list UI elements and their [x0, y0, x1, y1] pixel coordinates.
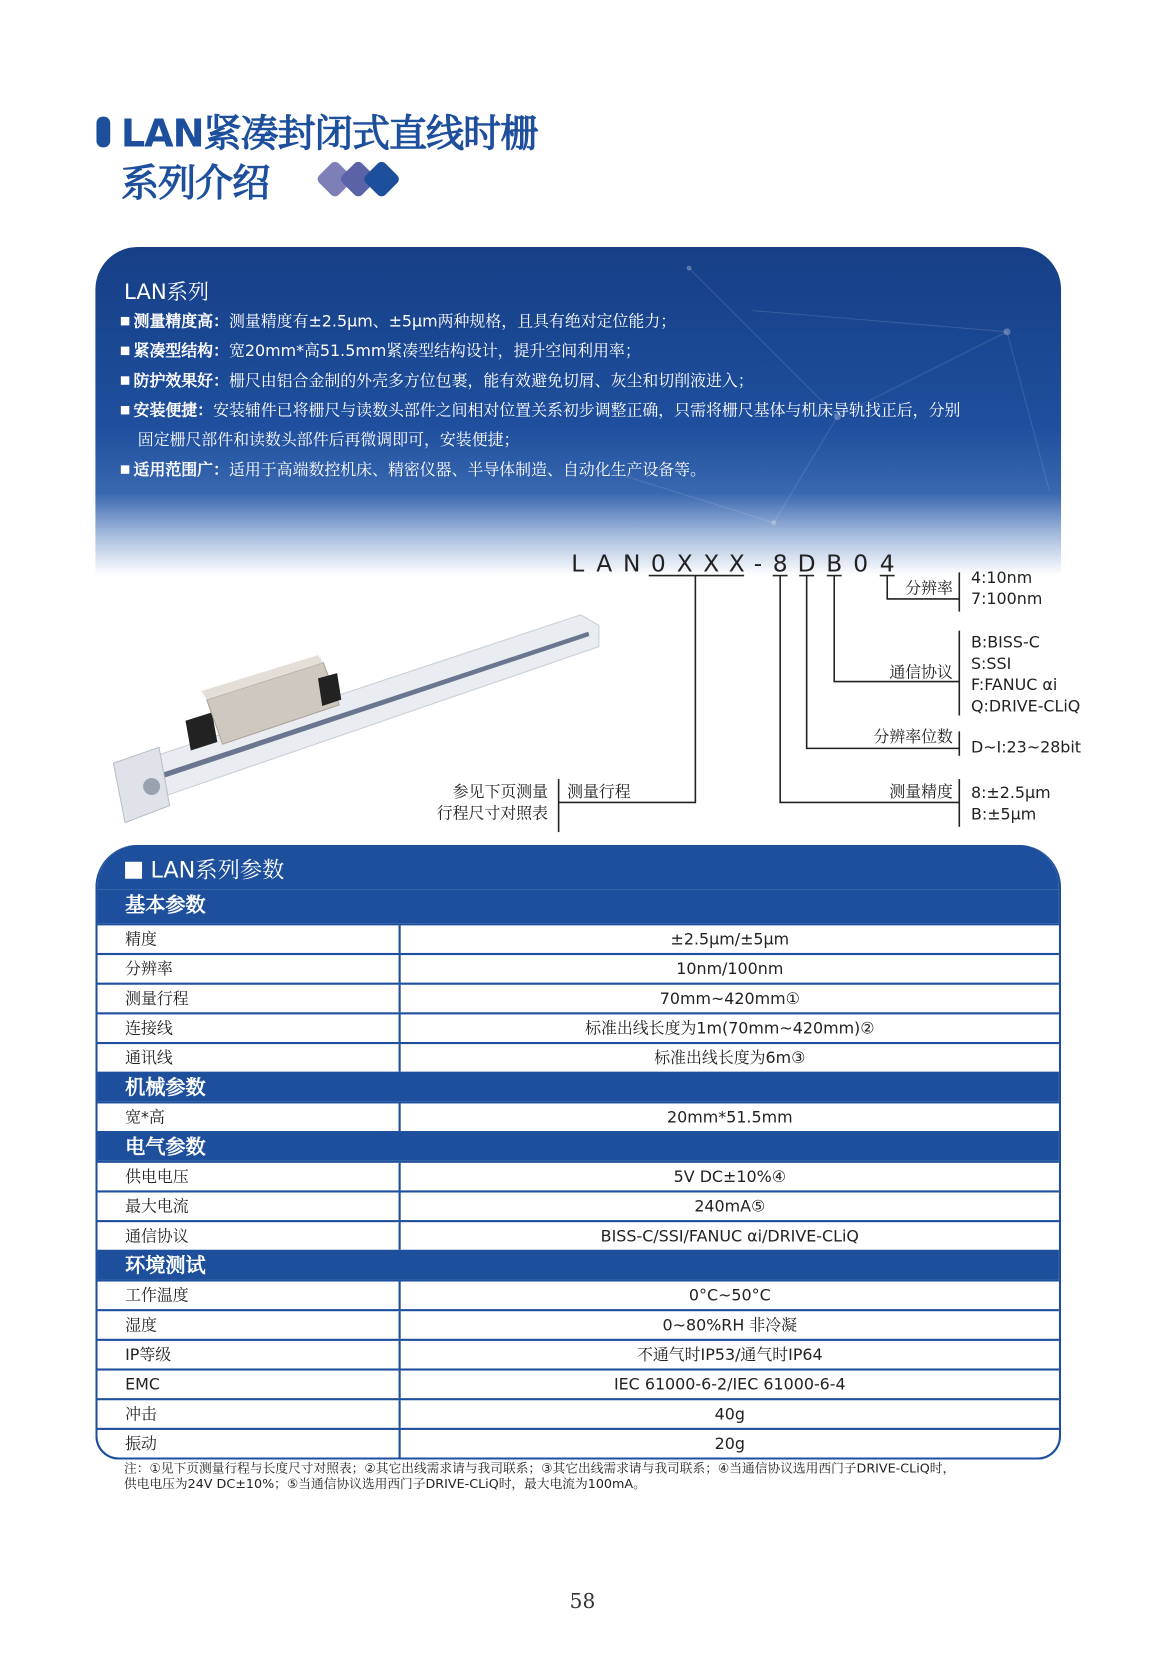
- code-char: A: [596, 550, 613, 578]
- section-header: 机械参数: [98, 1072, 1059, 1102]
- protocol-label: 通信协议: [889, 662, 953, 682]
- protocol-value: Q:DRIVE-CLiQ: [970, 696, 1081, 716]
- param-value: 40g: [714, 1404, 745, 1424]
- feature-label: 适用范围广：: [133, 460, 229, 480]
- table-row: [98, 953, 1059, 983]
- param-value: 10nm/100nm: [676, 959, 784, 979]
- param-value: 240mA⑤: [694, 1196, 766, 1216]
- feature-label: 防护效果好：: [133, 370, 229, 391]
- bits-value: D~I:23~28bit: [970, 737, 1082, 757]
- resolution-value: 7:100nm: [970, 589, 1043, 609]
- table-row: [98, 1368, 1059, 1398]
- footnote-line: 注：①见下页测量行程与长度尺寸对照表；②其它出线需求请与我司联系；③其它出线需求请与我司联系；④当通信协议选用西门子DRIVE-CLiQ时，: [124, 1460, 956, 1476]
- table-row: [98, 1161, 1059, 1191]
- stroke-reference: 行程尺寸对照表: [436, 803, 549, 823]
- param-name: 供电电压: [98, 1163, 401, 1191]
- feature-text: 适用于高端数控机床、精密仪器、半导体制造、自动化生产设备等。: [228, 460, 706, 480]
- param-name: IP等级: [98, 1341, 401, 1369]
- param-value: 标准出线长度为6m③: [654, 1048, 806, 1068]
- section-header: 环境测试: [98, 1250, 1059, 1280]
- param-value: 20mm*51.5mm: [667, 1107, 793, 1127]
- param-name: 精度: [98, 925, 401, 953]
- section-header: 基本参数: [98, 889, 1059, 923]
- param-value: BISS-C/SSI/FANUC αi/DRIVE-CLiQ: [600, 1226, 859, 1246]
- param-name: EMC: [98, 1371, 401, 1399]
- param-value: 0~80%RH 非冷凝: [662, 1315, 798, 1335]
- table-row: [98, 1398, 1059, 1428]
- feature-continuation: 固定栅尺部件和读数头部件后再微调即可，安装便捷；: [137, 430, 520, 450]
- param-value: 5V DC±10%④: [673, 1167, 786, 1187]
- table-row: [98, 1309, 1059, 1339]
- param-name: 测量行程: [98, 985, 401, 1013]
- page-number: 58: [569, 1589, 596, 1614]
- param-value: 不通气时IP53/通气时IP64: [636, 1345, 823, 1365]
- param-name: 振动: [98, 1430, 401, 1458]
- code-char: -: [753, 550, 763, 578]
- code-char: 0: [853, 550, 869, 578]
- feature-label: 测量精度高：: [133, 311, 229, 331]
- param-name: 最大电流: [98, 1192, 401, 1220]
- intro-heading: LAN系列: [124, 278, 210, 305]
- params-title-text: LAN系列参数: [150, 857, 285, 883]
- code-char: X: [728, 550, 745, 578]
- feature-text: 安装辅件已将栅尺与读数头部件之间相对位置关系初步调整正确，只需将栅尺基体与机床导轨找正后，分别: [213, 400, 961, 420]
- table-row: [98, 1279, 1059, 1309]
- table-row: [98, 1012, 1059, 1042]
- param-value: 70mm~420mm①: [659, 988, 800, 1009]
- table-row: [98, 1101, 1059, 1131]
- code-char: 8: [772, 550, 788, 578]
- feature-label: 紧凑型结构：: [133, 341, 229, 361]
- code-char: D: [797, 550, 816, 578]
- params-table-title: [98, 845, 1059, 890]
- table-row: [98, 1190, 1059, 1220]
- accuracy-value: B:±5μm: [970, 804, 1037, 824]
- param-name: 通信协议: [98, 1222, 401, 1250]
- param-name: 连接线: [98, 1014, 401, 1042]
- table-row: [98, 1339, 1059, 1369]
- table-row: [98, 983, 1059, 1013]
- code-char: X: [676, 550, 693, 578]
- param-name: 宽*高: [98, 1103, 401, 1131]
- table-row: [98, 1042, 1059, 1072]
- param-name: 分辨率: [98, 955, 401, 983]
- table-row: [98, 1220, 1059, 1250]
- footnote-line: 供电电压为24V DC±10%；⑤当通信协议选用西门子DRIVE-CLiQ时，最大电流为100mA。: [124, 1476, 646, 1492]
- accuracy-value: 8:±2.5μm: [970, 783, 1051, 803]
- resolution-label: 分辨率: [905, 578, 953, 598]
- table-row: [98, 1428, 1059, 1458]
- code-char: 4: [879, 550, 895, 578]
- feature-label: 安装便捷：: [133, 400, 214, 420]
- feature-text: 栅尺由铝合金制的外壳多方位包裹，能有效避免切屑、灰尘和切削液进入；: [228, 370, 754, 391]
- page-title-line2: 系列介绍: [120, 162, 270, 206]
- code-char: L: [571, 550, 585, 578]
- model-code: [571, 550, 894, 577]
- param-name: 工作温度: [98, 1282, 401, 1310]
- param-name: 冲击: [98, 1400, 401, 1428]
- params-table-body: [98, 889, 1059, 1457]
- page-title-line1: LAN紧凑封闭式直线时栅: [120, 112, 538, 156]
- footnote: [124, 1461, 1057, 1493]
- protocol-value: S:SSI: [970, 653, 1012, 673]
- param-name: 通讯线: [98, 1044, 401, 1072]
- feature-text: 宽20mm*高51.5mm紧凑型结构设计，提升空间利用率；: [228, 341, 641, 361]
- protocol-value: B:BISS-C: [970, 632, 1040, 652]
- bits-label: 分辨率位数: [873, 726, 953, 746]
- param-value: ±2.5μm/±5μm: [670, 929, 790, 949]
- stroke-reference: 参见下页测量: [452, 782, 549, 802]
- param-value: IEC 61000-6-2/IEC 61000-6-4: [613, 1374, 846, 1394]
- params-table: [95, 845, 1061, 1460]
- code-char: N: [623, 550, 641, 578]
- code-char: B: [826, 550, 843, 578]
- param-name: 湿度: [98, 1311, 401, 1339]
- param-value: 0°C~50°C: [688, 1285, 771, 1305]
- param-value: 20g: [714, 1434, 745, 1454]
- stroke-label: 测量行程: [567, 782, 631, 802]
- section-header: 电气参数: [98, 1131, 1059, 1161]
- feature-text: 测量精度有±2.5μm、±5μm两种规格，且具有绝对定位能力；: [228, 311, 677, 331]
- protocol-value: F:FANUC αi: [970, 675, 1058, 695]
- code-char: X: [703, 550, 720, 578]
- accuracy-label: 测量精度: [889, 782, 953, 802]
- code-char: 0: [650, 550, 666, 578]
- table-row: [98, 923, 1059, 953]
- resolution-value: 4:10nm: [970, 567, 1033, 587]
- param-value: 标准出线长度为1m(70mm~420mm)②: [585, 1018, 875, 1038]
